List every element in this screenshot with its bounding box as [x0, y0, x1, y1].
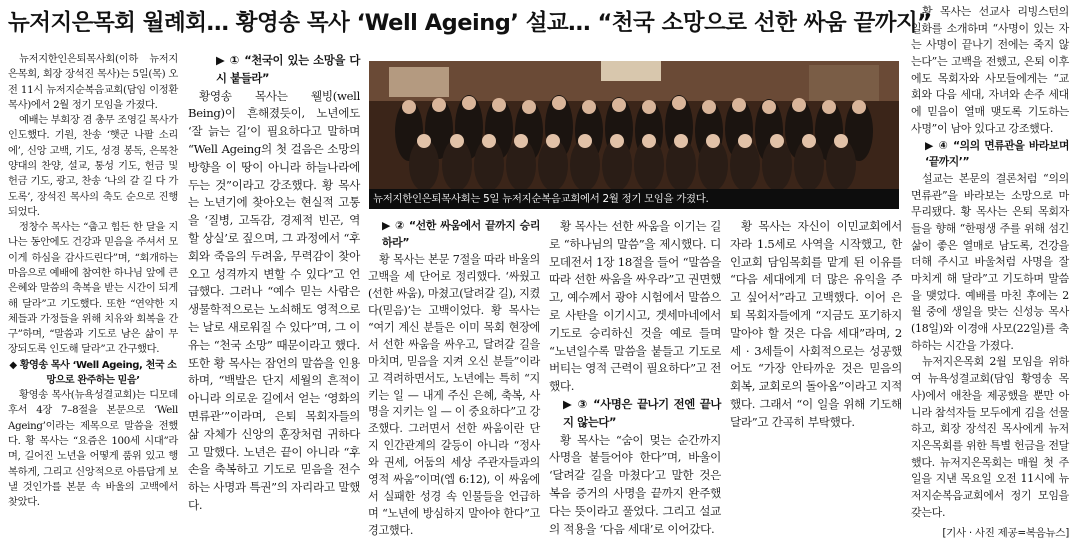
article-paragraph: 설교는 본문의 결론처럼 “의의 면류관”을 바라보는 소망으로 마무리됐다. 황 목사는 은퇴 목회자들을 향해 “한평생 주를 위해 섬긴 삶이 좋은 열매로 남도록, 건강을 더해 주시고 바울처럼 사명을 잘 마치게 해 달라”고 기도하며 말씀을 맺었다. 예배를 마친 후에는 2월 중에 생일을 맞는 신성능 목사(18일)와 이경애 사모(22일)를 축하하는 시간을 가졌다.: [911, 171, 1069, 352]
article-paragraph: 예배는 부회장 겸 총무 조영길 목사가 인도했다. 기원, 찬송 ‘햇군 나팔 소리에’, 신앙 고백, 기도, 성경 봉독, 은목찬양대의 찬양, 설교, 통성 기도, 헌금 및 헌금 기도, 광고, 찬송 ‘나의 갈 길 다 가도록’, 장석진 목사의 축도 순으로 진행되었다.: [8, 114, 178, 218]
group-photo-image: [369, 61, 899, 189]
section-subheading: ▶ ④ “의의 면류관을 바라보며 ‘끝까지’”: [925, 138, 1069, 169]
article-paragraph: 뉴저지은목회 2월 모임을 위하여 뉴욕성결교회(담임 황영송 목사)에서 애찬을 제공했을 뿐만 아니라 참석자들 모두에게 김을 선물하고, 회장 장석진 목사에게 뉴저지은목회를 위한 특별 헌금을 전달했다. 뉴저지은목회는 매월 첫 주일을 지낸 목요일 오전 11시에 뉴저지순복음교회에서 정기 모임을 갖는다.: [911, 355, 1069, 519]
section-subheading: ▶ ② “선한 싸움에서 끝까지 승리하라”: [382, 219, 540, 249]
article-column-2: [188, 52, 360, 515]
article-paragraph: 황영송 목사는 웰빙(well Being)이 흔해졌듯이, 노년에도 ‘잘 늙는 길’이 필요하다고 말하며 “Well Ageing의 첫 걸음은 소망의 방향을 이 땅이 아니라 하늘나라에 두는 것”이라고 강조했다. 황 목사는 노년기에 찾아오는 현실적 고통을 ‘질병, 고독감, 경제적 빈곤, 역할 상실’로 짚으며, 그 과정에서 “후회와 죽음의 두려움, 무력감이 찾아오고 성격까지 변할 수 있다”고 언급했다. 그러나 “예수 믿는 사람은 생물학적으로는 노쇠해도 영적으로는 날로 새로워질 수 있다”며, 그 이유는 “천국 소망” 때문이라고 했다. 또한 황 목사는 잠언의 말씀을 인용하며, “백발은 단지 세월의 흔적이 아니라 의로운 길에서 얻는 ‘영화의 면류관’”이라며, 은퇴 목회자들의 삶 자체가 신앙의 훈장처럼 귀하다고 말했다. 노년은 끝이 아니라 “후손을 축복하고 기도로 믿음을 전수하는 사명과 특권”의 자리라고 말했다.: [188, 88, 360, 512]
group-photo: [369, 61, 899, 189]
article-headline: 뉴저지은목회 월례회… 황영송 목사 ‘Well Ageing’ 설교… “천국 소망으로 선한 싸움 끝까지”: [8, 10, 932, 36]
article-paragraph: 황영송 목사(뉴욕성결교회)는 디모데후서 4장 7–8절을 본문으로 ‘Well Ageing’이라는 제목으로 말씀을 전했다. 황 목사는 “요즘은 100세 시대”라며, 길어진 노년을 어떻게 품위 있고 행복하게, 그리고 신앙적으로 아름답게 보낼 것인가를 본문 속 바울의 고백에서 찾았다.: [8, 389, 178, 509]
article-column-1: [8, 52, 178, 510]
photo-caption: 뉴저지한인은퇴목사회는 5일 뉴저지순복음교회에서 2월 정기 모임을 가졌다.: [369, 189, 899, 209]
article-column-5: [730, 218, 902, 432]
article-paragraph: 황 목사는 자신이 이민교회에서 자라 1.5세로 사역을 시작했고, 한인교회 담임목회를 맡게 된 이유를 “다음 세대에게 더 많은 유익을 주고 싶어서”라고 고백했다. 이어 은퇴 목회자들에게 “지금도 포기하지 말아야 할 것은 다음 세대”라며, 2세 · 3세들이 사회적으로는 성공했어도 “가장 안타까운 것은 믿음의 회복, 교회로의 돌아옴”이라고 지적했다. 그래서 “이 일을 위해 기도해 달라”고 간곡히 부탁했다.: [730, 219, 902, 429]
section-subheading: ◆ 황영송 목사 ‘Well Ageing, 천국 소망으로 완주하는 믿음’: [9, 359, 177, 386]
photo-credit: [기사 · 사진 제공=복음뉴스]: [942, 527, 1069, 539]
article-paragraph: 황 목사는 본문 7절을 따라 바울의 고백을 세 단어로 정리했다. ‘싸웠고(선한 싸움), 마쳤고(달려갈 길), 지켰다(믿음)’는 고백이었다. 황 목사는 “여기 계신 분들은 이미 목회 현장에서 선한 싸움을 싸우고, 달려갈 길을 마치며, 믿음을 지켜 오신 분들”이라고 격려하면서도, 노년에는 특히 “지키는 일 — 내게 주신 은혜, 축복, 사명을 지키는 일 — 이 중요하다”고 강조했다. 그러면서 선한 싸움이란 단지 인간관계의 갈등이 아니라 “정사와 권세, 어둠의 세상 주관자들과의 영적 싸움”이며(엡 6:12), 이 싸움에서 실패한 성경 속 인물들을 언급하며 “노년에 방심하지 말아야 한다”고 경고했다.: [368, 252, 540, 538]
article-paragraph: 황 목사는 선한 싸움을 이기는 길로 “하나님의 말씀”을 제시했다. 디모데전서 1장 18절을 들어 “말씀을 따라 선한 싸움을 싸우라”고 권면했고, 예수께서 광야 시험에서 말씀으로 사탄을 이기시고, 겟세마네에서 기도로 승리하신 것을 예로 들며 “노년일수록 말씀을 붙들고 기도로 버티는 영적 근력이 필요하다”고 전했다.: [549, 219, 721, 394]
section-subheading: ▶ ① “천국이 있는 소망을 다시 붙들라”: [216, 53, 360, 85]
article-paragraph: 뉴저지한인은퇴목사회(이하 뉴저지은목회, 회장 장석진 목사)는 5일(목) 오전 11시 뉴저지순복음교회(담임 이정환 목사)에서 2월 정기 모임을 가졌다.: [8, 53, 178, 111]
article-column-4: [549, 218, 721, 538]
article-paragraph: 정창수 목사는 “춥고 힘든 한 달을 지나는 동안에도 건강과 믿음을 주셔서 모이게 하심을 감사드린다”며, “회개하는 마음으로 예배에 참여한 하나님 앞에 큰 은혜와 말씀의 축복을 받는 시간이 되게 해 달라”고 기도했다. 또한 “연약한 지체들과 가정들을 위해 치유와 회복을 간구”하며, “말씀과 기도로 남은 삶이 무장되도록 인도해 달라”고 간구했다.: [8, 221, 178, 356]
article-paragraph: 황 목사는 “숨이 멎는 순간까지 사명을 붙들어야 한다”며, 바울이 ‘달려갈 길을 마쳤다’고 말한 것은 복음 증거의 사명을 끝까지 완주했다는 뜻이라고 풀었다. 그리고 설교의 적용을 ‘다음 세대’로 이어갔다.: [549, 432, 721, 536]
article-column-6: [911, 4, 1069, 521]
article-paragraph: 황 목사는 선교사 리빙스턴의 일화를 소개하며 “사명이 있는 자는 사명이 끝나기 전에는 죽지 않는다”는 고백을 전했고, 은퇴 이후에도 목회자와 사모들에게는 “교회와 다음 세대, 자녀와 손주 세대에 믿음이 열매 맺도록 기도하는 사명”이 남아 있다고 강조했다.: [911, 5, 1069, 135]
section-subheading: ▶ ③ “사명은 끝나기 전엔 끝나지 않는다”: [563, 396, 721, 429]
article-column-3: [368, 218, 540, 540]
